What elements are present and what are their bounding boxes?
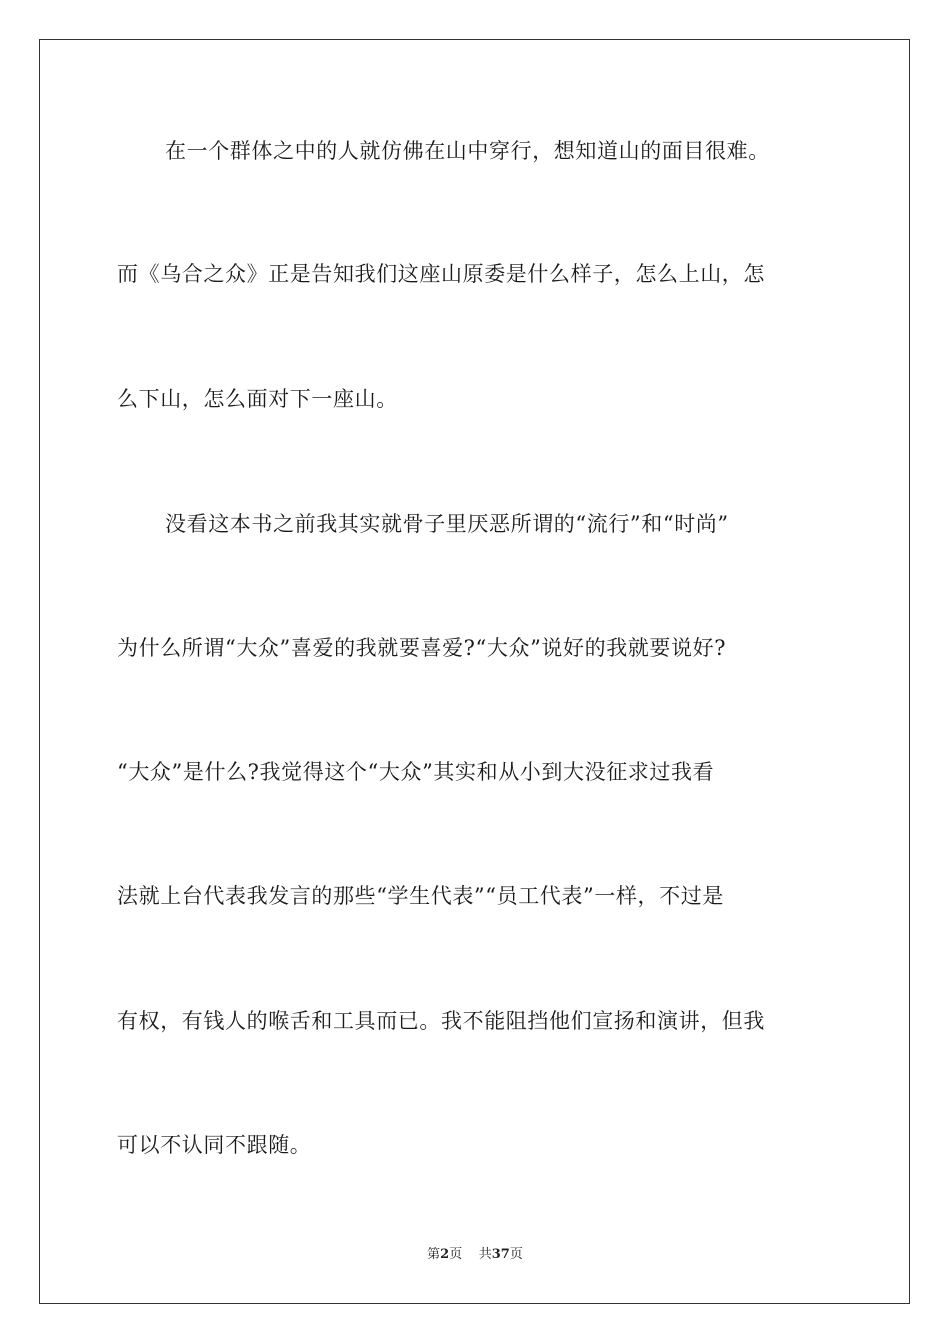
page-number: 2 bbox=[440, 1247, 450, 1262]
total-pages: 37 bbox=[491, 1247, 510, 1262]
page-suffix: 页 bbox=[449, 1247, 463, 1262]
paragraph-2-line-2: 为什么所谓“大众”喜爱的我就要喜爱?“大众”说好的我就要说好? bbox=[117, 636, 727, 660]
page-prefix: 第 bbox=[427, 1247, 441, 1262]
paragraph-2-line-4: 法就上台代表我发言的那些“学生代表”“员工代表”一样，不过是 bbox=[117, 884, 724, 908]
page-footer bbox=[0, 1246, 950, 1264]
paragraph-1-line-3: 么下山，怎么面对下一座山。 bbox=[117, 387, 398, 411]
paragraph-2-line-1: 没看这本书之前我其实就骨子里厌恶所谓的“流行”和“时尚” bbox=[165, 512, 729, 536]
paragraph-2-line-6: 可以不认同不跟随。 bbox=[117, 1133, 312, 1157]
total-suffix: 页 bbox=[509, 1247, 523, 1262]
paragraph-2-line-5: 有权，有钱人的喉舌和工具而已。我不能阻挡他们宣扬和演讲，但我 bbox=[117, 1009, 765, 1033]
total-prefix: 共 bbox=[478, 1247, 492, 1262]
paragraph-2-line-3: “大众”是什么?我觉得这个“大众”其实和从小到大没征求过我看 bbox=[117, 760, 715, 784]
paragraph-1-line-2: 而《乌合之众》正是告知我们这座山原委是什么样子，怎么上山，怎 bbox=[117, 262, 765, 286]
paragraph-1-line-1: 在一个群体之中的人就仿佛在山中穿行，想知道山的面目很难。 bbox=[165, 139, 770, 163]
page-border bbox=[39, 39, 910, 1304]
